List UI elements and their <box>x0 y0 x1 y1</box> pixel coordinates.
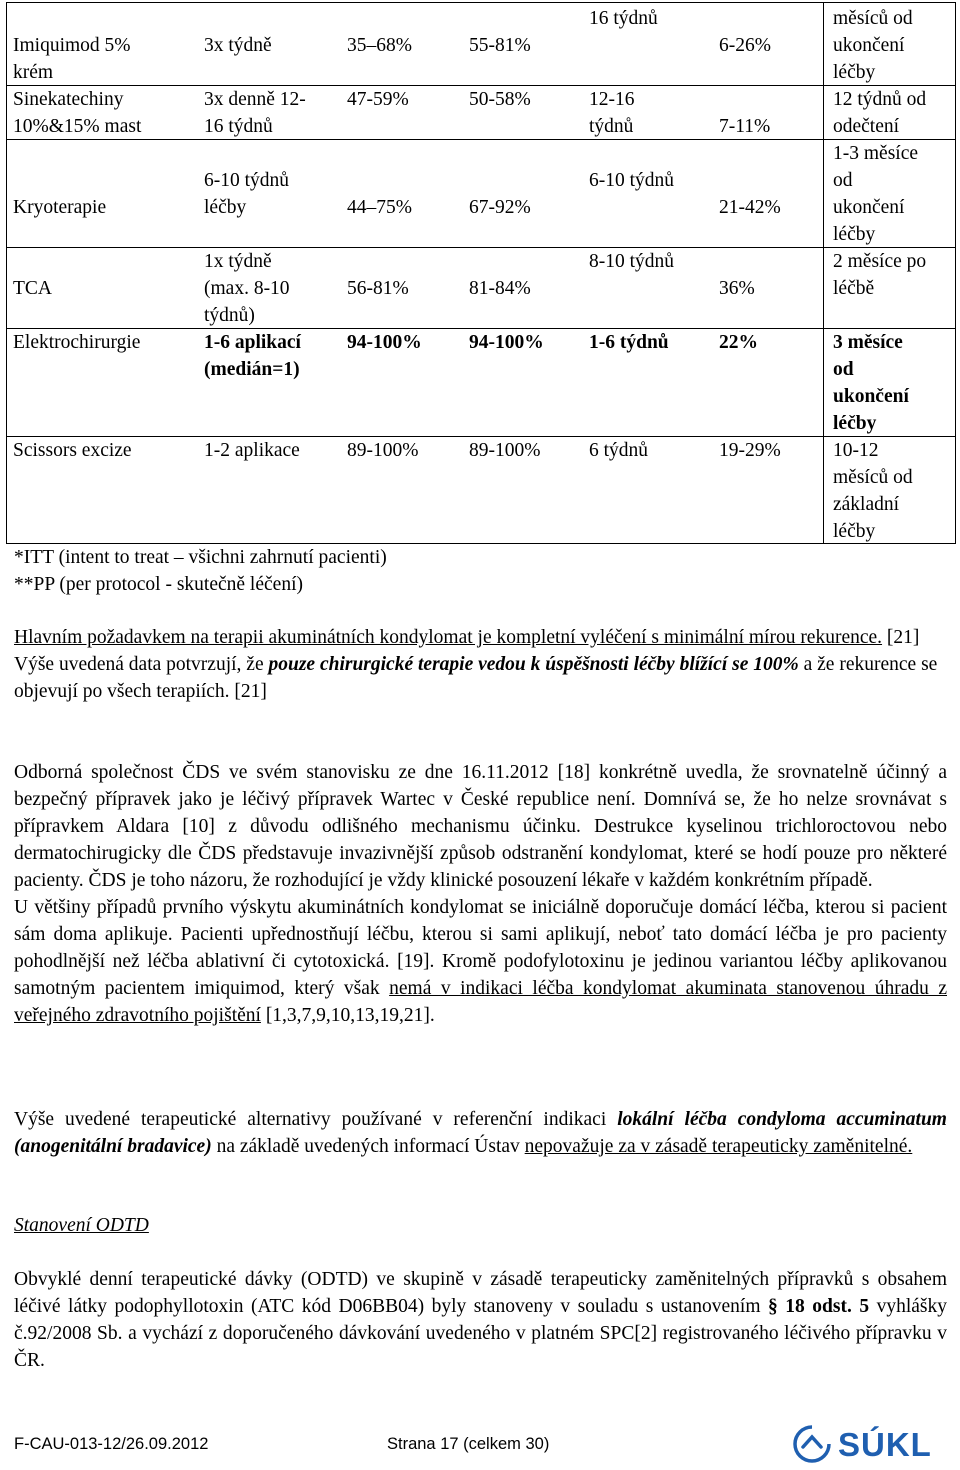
table-notes <box>14 544 387 598</box>
paragraph-odtd <box>14 1266 947 1374</box>
cell-duration: 6 týdnů <box>589 440 649 461</box>
cell-followup: 1-3 měsíce od ukončení léčby <box>833 143 919 245</box>
cell-recurrence: 22% <box>719 332 758 353</box>
text-span: Výše uvedená data potvrzují, že <box>14 654 269 675</box>
requirement-text: Hlavním požadavkem na terapii akuminátních kondylomat je kompletní vyléčení s minimální mírou rekurence. <box>14 627 883 648</box>
row-divider <box>7 139 955 140</box>
cell-recurrence: 21-42% <box>719 197 781 218</box>
emphasis-text: pouze chirurgické terapie vedou k úspěšnosti léčby blížící se 100% <box>268 654 799 675</box>
cell-itt: 47-59% <box>347 89 409 110</box>
document-code: F-CAU-013-12/26.09.2012 <box>14 1435 209 1453</box>
sukl-logo <box>792 1424 954 1464</box>
cell-itt: 56-81% <box>347 278 409 299</box>
paragraph-requirement <box>14 624 947 705</box>
cell-dosing: 3x denně 12- 16 týdnů <box>204 89 306 137</box>
cell-treatment: Sinekatechiny 10%&15% mast <box>13 89 142 137</box>
emphasis-text: lokální léčba condyloma accuminatum (anogenitální bradavice) <box>14 1109 947 1157</box>
cell-pp: 94-100% <box>469 332 544 353</box>
cell-recurrence: 6-26% <box>719 35 771 56</box>
cell-itt: 35–68% <box>347 35 412 56</box>
cell-itt: 89-100% <box>347 440 419 461</box>
section-heading <box>14 1212 947 1239</box>
cell-duration: 6-10 týdnů <box>589 170 675 191</box>
cell-treatment: Scissors excize <box>13 440 132 461</box>
underlined-text: nepovažuje za v zásadě terapeuticky zaměnitelné. <box>524 1136 913 1157</box>
cell-dosing: 1x týdně (max. 8-10 týdnů) <box>204 251 290 326</box>
cell-recurrence: 36% <box>719 278 755 299</box>
cell-duration: 12-16 týdnů <box>589 89 635 137</box>
citation: [1,3,7,9,10,13,19,21]. <box>260 1005 435 1026</box>
cell-pp: 50-58% <box>469 89 531 110</box>
sukl-logo-icon <box>792 1424 832 1464</box>
cell-itt: 44–75% <box>347 197 412 218</box>
text-span: vyhlášky č.92/2008 Sb. a vychází z doporučeného dávkování uvedeného v platném SPC[2] registrovaného léčivého přípravku v ČR. <box>14 1296 947 1371</box>
cell-followup: 12 týdnů od odečtení <box>833 89 927 137</box>
text-span: na základě uvedených informací Ústav <box>211 1136 525 1157</box>
treatment-comparison-table <box>6 2 956 544</box>
citation: [21] <box>882 627 920 648</box>
cell-treatment: Imiquimod 5% krém <box>13 35 131 83</box>
cell-duration: 16 týdnů <box>589 8 658 29</box>
cell-pp: 67-92% <box>469 197 531 218</box>
cell-treatment: Elektrochirurgie <box>13 332 141 353</box>
page-number: Strana 17 (celkem 30) <box>387 1435 550 1453</box>
cell-recurrence: 7-11% <box>719 116 771 137</box>
cell-recurrence: 19-29% <box>719 440 781 461</box>
row-divider <box>7 247 955 248</box>
text-span: a že rekurence se objevují po všech terapiích. [21] <box>14 654 938 702</box>
bold-text: § 18 odst. 5 <box>768 1296 870 1317</box>
heading-text: Stanovení ODTD <box>14 1215 149 1236</box>
text-span: U většiny případů prvního výskytu akuminátních kondylomat se iniciálně doporučuje domácí léčba, kterou si pacient sám doma aplikuje. Pacienti upřednostňují léčbu, kterou si sami aplikují, neboť tato domácí léčba je pro pacienty pohodlnější než léčba ablativní či cytotoxická. [19]. Kromě podofylotoxinu je jedinou variantou léčby aplikovanou samotným pacientem imiquimod, který však <box>14 897 947 999</box>
itt-note: *ITT (intent to treat – všichni zahrnutí pacienti) <box>14 547 387 568</box>
cell-followup: 3 měsíce od ukončení léčby <box>833 332 909 434</box>
cell-pp: 55-81% <box>469 35 531 56</box>
cell-treatment: Kryoterapie <box>13 197 107 218</box>
column-divider <box>823 3 824 543</box>
cell-duration: 8-10 týdnů <box>589 251 675 272</box>
cell-dosing: 6-10 týdnů léčby <box>204 170 290 218</box>
cell-pp: 89-100% <box>469 440 541 461</box>
text-span: Obvyklé denní terapeutické dávky (ODTD) ve skupině v zásadě terapeuticky zaměnitelných přípravků s obsahem léčivé látky podophyllotoxin (ATC kód D06BB04) byly stanoveny v souladu s ustanovením <box>14 1269 947 1317</box>
paragraph-cds-opinion <box>14 759 947 1029</box>
cell-duration: 1-6 týdnů <box>589 332 669 353</box>
cell-dosing: 3x týdně <box>204 35 272 56</box>
pp-note: **PP (per protocol - skutečně léčení) <box>14 574 303 595</box>
cell-treatment: TCA <box>13 278 52 299</box>
logo-text: SÚKL <box>838 1425 932 1463</box>
underlined-text: nemá v indikaci léčba kondylomat akuminata stanovenou úhradu z veřejného zdravotního pojištění <box>14 978 947 1026</box>
cell-followup: měsíců od ukončení léčby <box>833 8 913 83</box>
cell-pp: 81-84% <box>469 278 531 299</box>
cell-followup: 2 měsíce po léčbě <box>833 251 927 299</box>
paragraph-conclusion <box>14 1106 947 1160</box>
text-span: Odborná společnost ČDS ve svém stanovisku ze dne 16.11.2012 [18] konkrétně uvedla, že srovnatelně účinný a bezpečný přípravek jako je léčivý přípravek Wartec v České republice není. Domnívá se, že ho nelze srovnávat s přípravkem Aldara [10] z důvodu odlišného mechanismu účinku. Destrukce kyselinou trichloroctovou nebo dermatochirugicky dle ČDS představuje invazivnější způsob odstranění kondylomat, které se hodí pouze pro některé pacienty. ČDS je toho názoru, že rozhodující je vždy klinické posouzení lékaře v každém konkrétním případě. <box>14 762 947 891</box>
cell-dosing: 1-2 aplikace <box>204 440 300 461</box>
cell-followup: 10-12 měsíců od základní léčby <box>833 440 913 542</box>
text-span: Výše uvedené terapeutické alternativy používané v referenční indikaci <box>14 1109 618 1130</box>
cell-itt: 94-100% <box>347 332 422 353</box>
cell-dosing: 1-6 aplikací (medián=1) <box>204 332 301 380</box>
